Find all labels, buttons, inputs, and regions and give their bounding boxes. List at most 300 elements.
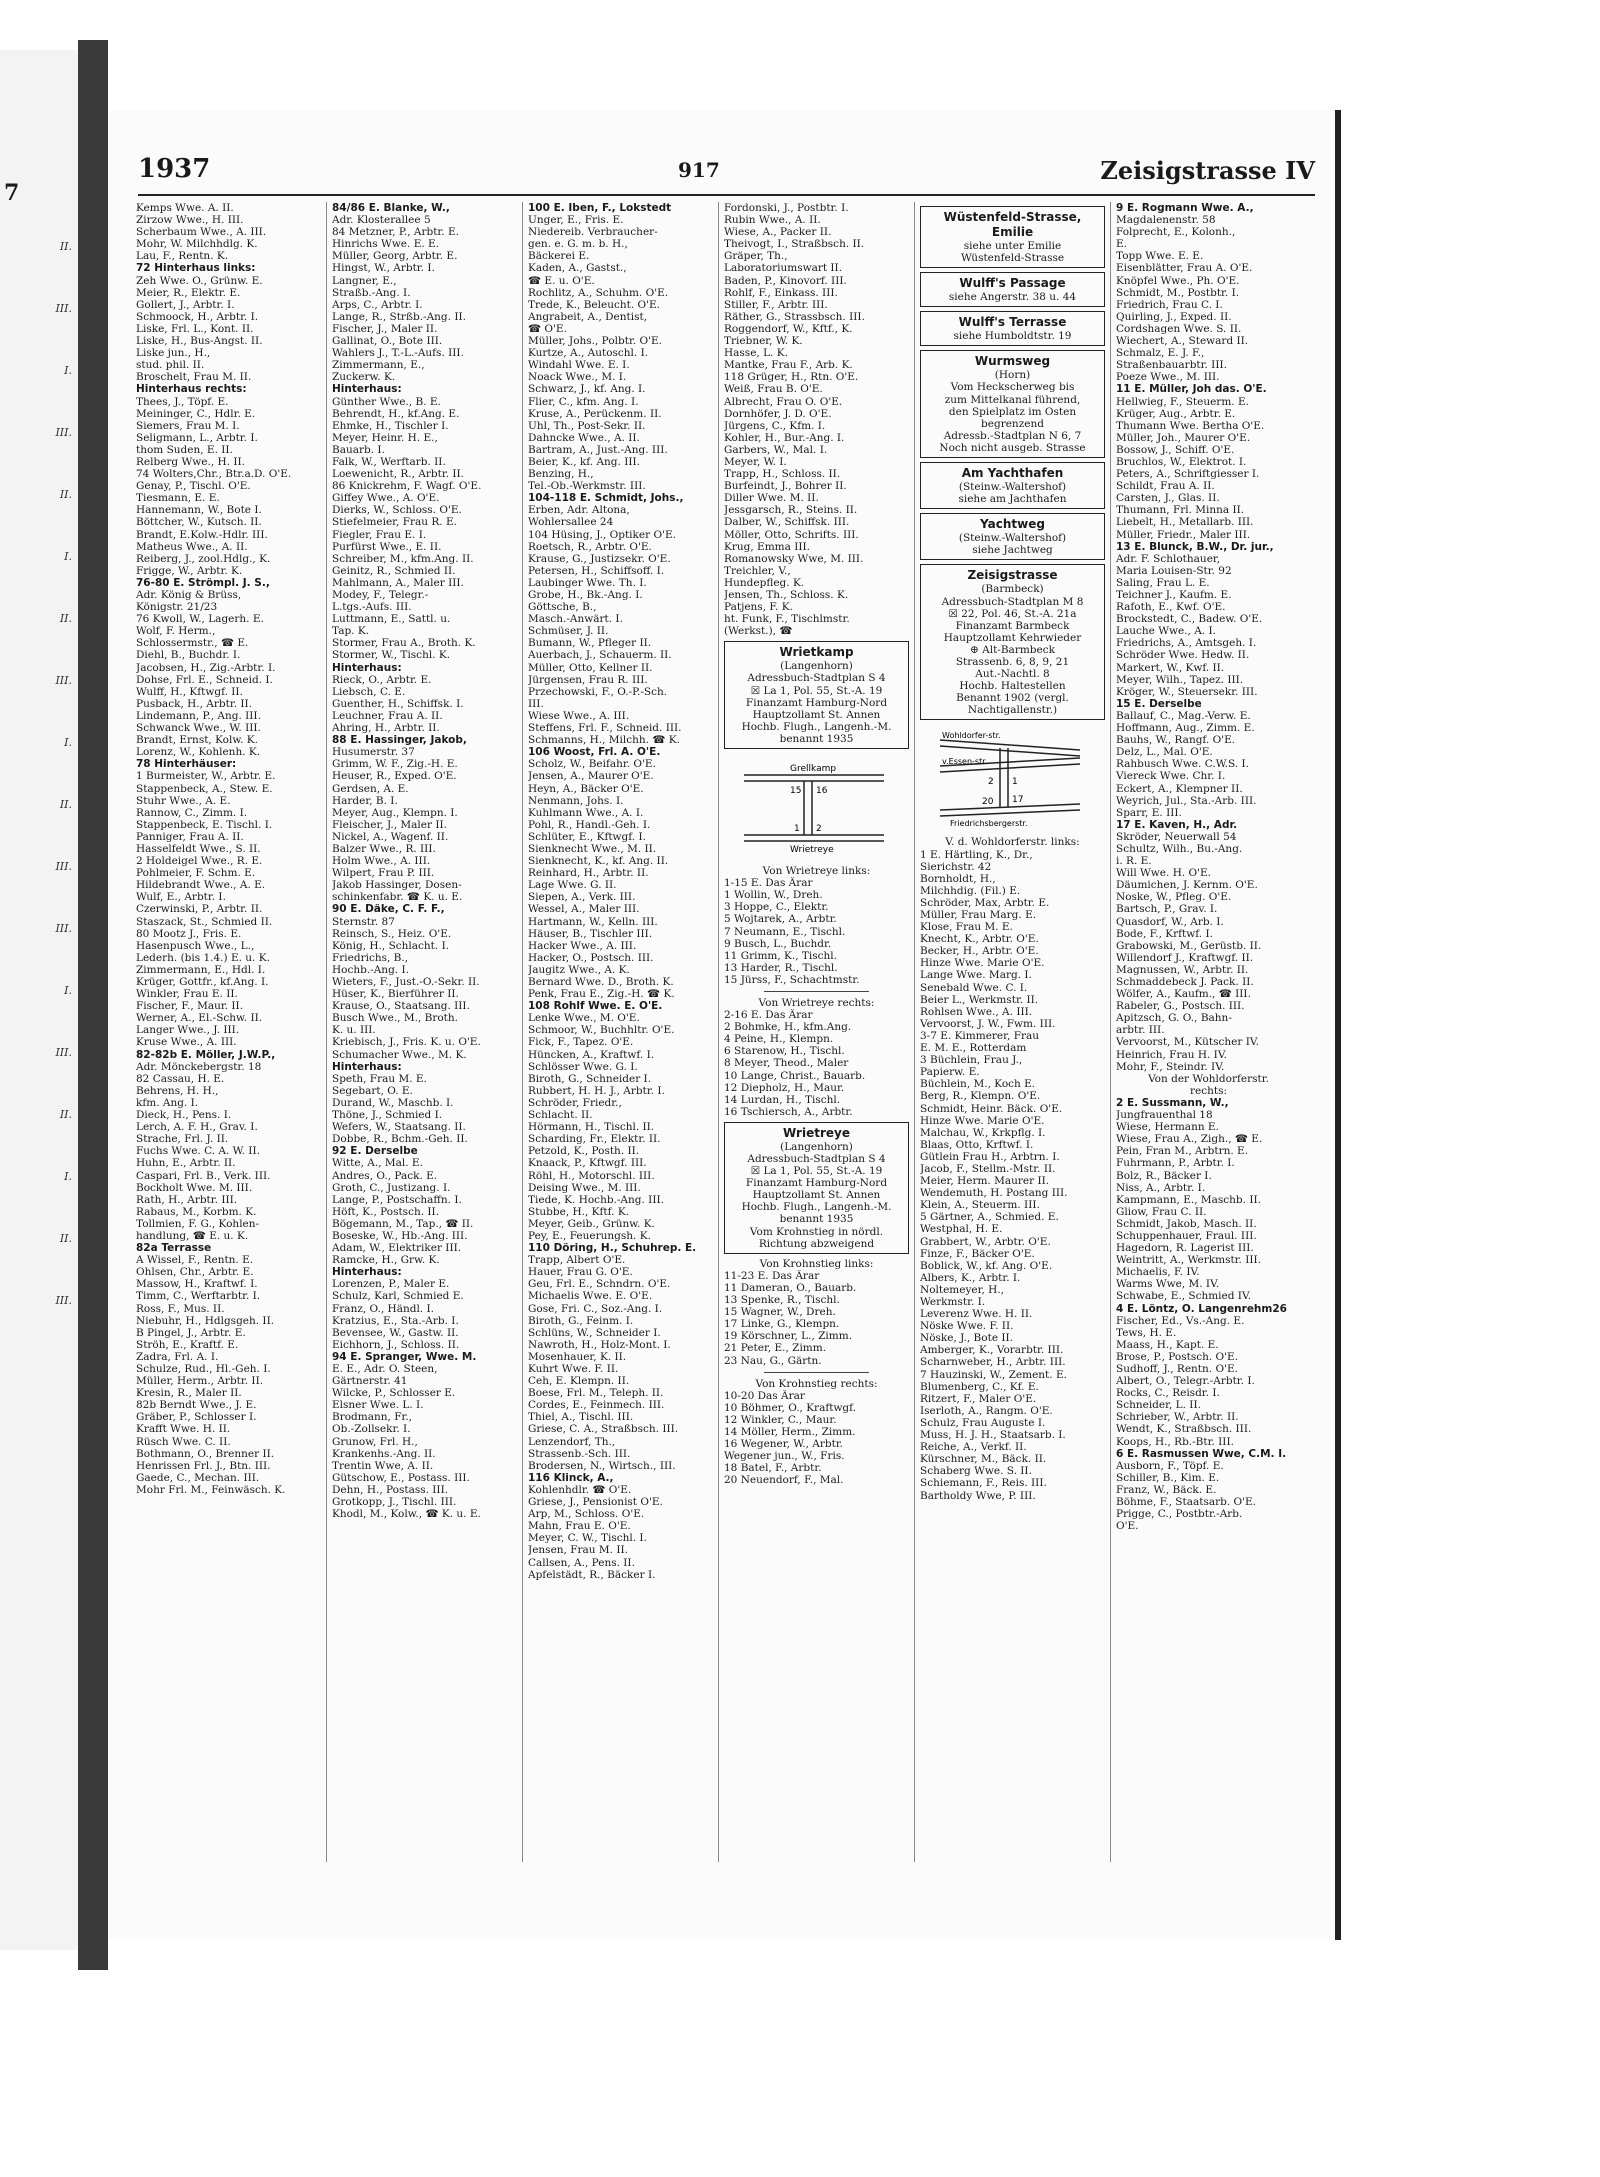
directory-entry: Mahn, Frau E. O'E. <box>528 1520 631 1533</box>
directory-entry: gen. e. G. m. b. H., <box>528 238 628 251</box>
directory-entry: Will Wwe. H. O'E. <box>1116 867 1212 880</box>
directory-entry: Guenther, H., Schiffsk. I. <box>332 697 464 710</box>
directory-entry: Sudhoff, J., Rentn. O'E. <box>1116 1363 1238 1375</box>
directory-entry: Jacobsen, H., Zig.-Arbtr. I. <box>136 661 276 674</box>
directory-entry: Gollert, J., Arbtr. I. <box>136 298 235 311</box>
directory-entry: Niebuhr, H., Hdlgsgeh. II. <box>136 1314 275 1327</box>
directory-entry: Klose, Frau M. E. <box>920 921 1013 934</box>
directory-entry: Vervoorst, M., Kütscher IV. <box>1116 1036 1259 1049</box>
directory-entry: Hasselfeldt Wwe., S. II. <box>136 842 261 855</box>
directory-entry: Siepen, A., Verk. III. <box>528 891 636 904</box>
directory-entry: Finanzamt Barmbeck <box>955 619 1070 632</box>
separator-line <box>764 991 869 992</box>
directory-entry: Siemers, Frau M. I. <box>136 419 240 432</box>
directory-entry: Fordonski, J., Postbtr. I. <box>724 202 849 214</box>
directory-entry: 20 Neuendorf, F., Mal. <box>724 1474 844 1487</box>
directory-entry: Schmoock, H., Arbtr. I. <box>136 310 259 323</box>
directory-entry: Kohlenhdlr. ☎ O'E. <box>528 1483 632 1496</box>
directory-entry: Straßb.-Ang. I. <box>332 286 411 299</box>
directory-entry: Rüsch Wwe. C. II. <box>136 1435 231 1448</box>
directory-entry: Hinrichs Wwe. E. E. <box>332 238 440 251</box>
directory-entry: Zimmermann, E., <box>332 359 425 372</box>
directory-entry: kfm. Ang. I. <box>136 1096 199 1109</box>
entry-heading: 116 Klinck, A., <box>528 1471 614 1484</box>
directory-entry: Albrecht, Frau O. O'E. <box>724 395 843 408</box>
entry-heading: 9 E. Rogmann Wwe. A., <box>1116 202 1254 214</box>
directory-entry: Fuhrmann, P., Arbtr. I. <box>1116 1157 1235 1170</box>
street-title: Zeisigstrasse <box>967 568 1058 583</box>
directory-entry: Brockstedt, C., Badew. O'E. <box>1116 613 1263 626</box>
street-box-wrietkamp <box>724 641 909 749</box>
directory-entry: Hannemann, W., Bote I. <box>136 504 262 517</box>
directory-entry: König, H., Schlacht. I. <box>332 939 450 952</box>
directory-entry: Wendt, K., Straßbsch. III. <box>1116 1423 1252 1436</box>
directory-entry: Sienknecht, K., kf. Ang. II. <box>528 855 669 868</box>
directory-entry: Trapp, Albert O'E. <box>528 1254 626 1267</box>
entry-heading: 82-82b E. Möller, J.W.P., <box>136 1048 276 1061</box>
directory-entry: Müller, Otto, Kellner II. <box>528 661 653 674</box>
directory-entry: handlung, ☎ E. u. K. <box>136 1229 249 1242</box>
directory-entry: Meier, Herm. Maurer II. <box>920 1175 1050 1188</box>
directory-entry: Groth, C., Justizang. I. <box>332 1181 451 1194</box>
map-number: 17 <box>1012 795 1024 806</box>
directory-entry: Grotkopp, J., Tischl. III. <box>332 1496 457 1509</box>
directory-entry: Prigge, C., Postbtr.-Arb. <box>1116 1508 1243 1521</box>
directory-entry: Büchlein, M., Koch E. <box>920 1078 1036 1091</box>
directory-entry: Jensen, A., Maurer O'E. <box>528 770 654 783</box>
directory-entry: Krüger, Gottfr., kf.Ang. I. <box>136 976 269 988</box>
directory-entry: Schwarz, J., kf. Ang. I. <box>528 383 646 396</box>
directory-entry: Schmidt, M., Postbtr. I. <box>1116 286 1240 299</box>
directory-entry: Krafft Wwe. H. II. <box>136 1423 231 1436</box>
directory-entry: Dalber, W., Schiffsk. III. <box>724 516 850 529</box>
entry-heading: Hinterhaus: <box>332 1060 402 1073</box>
directory-entry: 2 Bohmke, H., kfm.Ang. <box>724 1021 852 1034</box>
directory-entry: Bevensee, W., Gastw. II. <box>332 1326 459 1339</box>
directory-entry: Adressbuch-Stadtplan M 8 <box>941 595 1084 608</box>
directory-entry: Markert, W., Kwf. II. <box>1116 661 1225 674</box>
directory-entry: Folprecht, E., Kolonh., <box>1116 226 1236 239</box>
street-title: Am Yachthafen <box>961 466 1064 481</box>
directory-entry: Däumichen, J. Kernm. O'E. <box>1116 879 1258 892</box>
directory-entry: Liske, Frl. L., Kont. II. <box>136 322 254 335</box>
directory-entry: Scharnweber, H., Arbtr. III. <box>920 1356 1066 1369</box>
directory-entry: 2-16 E. Das Ärar <box>724 1009 813 1022</box>
directory-entry: Behrens, H. H., <box>136 1084 219 1097</box>
directory-entry: Burfeindt, J., Bohrer II. <box>724 480 847 493</box>
directory-entry: Schultz, Wilh., Bu.-Ang. <box>1116 842 1243 855</box>
directory-entry: Strassenb.-Sch. III. <box>528 1447 631 1460</box>
directory-entry: Lorenz, W., Kohlenh. K. <box>136 746 261 759</box>
directory-entry: Friedrichs, A., Amtsgeh. I. <box>1116 637 1257 650</box>
directory-entry: Pohl, R., Handl.-Geh. I. <box>528 818 651 831</box>
column-divider <box>914 202 915 1862</box>
directory-entry: Sparr, E. III. <box>1116 806 1182 819</box>
directory-entry: Biroth, G., Schneider I. <box>528 1072 652 1085</box>
directory-entry: Lerch, A. F. H., Grav. I. <box>136 1121 258 1134</box>
entry-heading: Hinterhaus: <box>332 1266 402 1279</box>
directory-entry: Schlacht. II. <box>528 1109 593 1122</box>
directory-entry: Tiede, K. Hochb.-Ang. III. <box>528 1193 664 1206</box>
entry-heading: 88 E. Hassinger, Jakob, <box>332 734 467 747</box>
directory-entry: Röhl, H., Motorschl. III. <box>528 1169 655 1182</box>
street-title: Wrietkamp <box>779 645 854 660</box>
directory-entry: Stappenbeck, E. Tischl. I. <box>136 818 273 831</box>
street-title: Wulff's Terrasse <box>958 315 1067 330</box>
street-box <box>920 311 1105 346</box>
directory-entry: Heuser, R., Exped. O'E. <box>332 770 457 783</box>
directory-entry: Scholz, W., Beifahr. O'E. <box>528 758 656 771</box>
directory-entry: Blumenberg, C., Kf. E. <box>920 1380 1039 1393</box>
directory-entry: Ob.-Zollsekr. I. <box>332 1423 411 1436</box>
directory-entry: Hochb. Flugh., Langenh.-M. <box>741 1201 892 1214</box>
directory-entry: Reiche, A., Verkf. II. <box>920 1441 1027 1454</box>
directory-entry: (Langenhorn) <box>780 1140 853 1153</box>
directory-entry: Rahbusch Wwe. C.W.S. I. <box>1116 758 1249 771</box>
directory-entry: Hacker, O., Postsch. III. <box>528 951 654 964</box>
directory-entry: 17 Linke, G., Klempn. <box>724 1318 840 1331</box>
directory-entry: Leverenz Wwe. H. II. <box>920 1308 1033 1321</box>
directory-entry: Boblick, W., kf. Ang. O'E. <box>920 1259 1053 1272</box>
directory-entry: Schmaddebeck J. Pack. II. <box>1116 976 1254 988</box>
directory-entry: Zeh Wwe. O., Grünw. E. <box>136 274 263 287</box>
directory-entry: Ritzert, F., Maler O'E. <box>920 1392 1037 1405</box>
directory-entry: Zuckerw. K. <box>332 371 396 384</box>
directory-entry: Maass, H., Kapt. E. <box>1116 1338 1219 1351</box>
directory-entry: 3 Hoppe, C., Elektr. <box>724 901 829 914</box>
directory-entry: Gütschow, E., Postass. III. <box>332 1471 470 1484</box>
directory-entry: Schmidt, Jakob, Masch. II. <box>1116 1217 1257 1230</box>
directory-entry: Rabeler, G., Postsch. III. <box>1116 1000 1245 1013</box>
directory-entry: Wegener jun., W., Fris. <box>724 1450 845 1463</box>
directory-entry: 82 Cassau, H. E. <box>136 1072 225 1085</box>
directory-entry: Mosenhauer, K. II. <box>528 1350 627 1363</box>
directory-entry: Penk, Frau E., Zig.-H. ☎ K. <box>528 988 675 1001</box>
directory-entry: Schlüter, E., Kftwgf. I. <box>528 830 646 843</box>
directory-entry: Iserloth, A., Rangm. O'E. <box>920 1404 1053 1417</box>
directory-entry: Caspari, Frl. B., Verk. III. <box>136 1169 271 1182</box>
street-note: siehe Jachtweg <box>972 544 1053 557</box>
directory-entry: arbtr. III. <box>1116 1024 1165 1037</box>
directory-entry: Schumacher Wwe., M. K. <box>332 1048 467 1061</box>
directory-entry: Nachtigallenstr.) <box>967 704 1058 717</box>
directory-entry: Pusback, H., Arbtr. II. <box>136 697 253 710</box>
directory-entry: Adressbuch-Stadtplan S 4 <box>747 1153 886 1165</box>
directory-entry: Lederh. (bis 1.4.) E. u. K. <box>136 951 270 964</box>
directory-entry: Relberg Wwe., H. II. <box>136 455 245 468</box>
directory-entry: Lange, P., Postschaffn. I. <box>332 1193 462 1206</box>
directory-entry: Liebelt, H., Metallarb. III. <box>1116 516 1254 529</box>
directory-entry: Friedrichs, B., <box>332 951 409 964</box>
directory-entry: Czerwinski, P., Arbtr. II. <box>136 903 263 916</box>
directory-entry: Bernard Wwe. D., Broth. K. <box>528 976 674 988</box>
directory-entry: Romanowsky Wwe, M. III. <box>724 552 864 565</box>
map-number: 2 <box>988 777 994 788</box>
directory-entry: Lenzendorf, Th., <box>528 1435 616 1448</box>
street-map-wrietkamp <box>734 755 894 859</box>
directory-entry: Schmanns, H., Milchh. ☎ K. <box>528 734 680 747</box>
entry-heading: Hinterhaus rechts: <box>136 383 247 396</box>
directory-entry: Günther Wwe., B. E. <box>332 395 441 408</box>
directory-entry: Tiesmann, E. E. <box>136 492 220 505</box>
directory-entry: Meier, R., Elektr. E. <box>136 286 241 299</box>
directory-entry: Holm Wwe., A. III. <box>332 855 431 868</box>
directory-entry: Wulff, H., Kftwgf. II. <box>136 685 243 698</box>
directory-entry: Wilcke, P., Schlosser E. <box>332 1387 456 1400</box>
directory-entry: Meyer, Heinr. H. E., <box>332 431 438 444</box>
directory-entry: Papierw. E. <box>920 1066 980 1079</box>
map-number: 20 <box>982 797 994 808</box>
directory-entry: Werkmstr. I. <box>920 1296 986 1308</box>
directory-entry: Meyer, Aug., Klempn. I. <box>332 806 458 819</box>
directory-entry: Häuser, B., Tischler III. <box>528 927 653 940</box>
entry-heading: 94 E. Spranger, Wwe. M. <box>332 1350 477 1363</box>
directory-entry: K. u. III. <box>332 1024 376 1037</box>
directory-entry: Schulz, Karl, Schmied E. <box>332 1290 464 1303</box>
directory-entry: Roetsch, R., Arbtr. O'E. <box>528 540 652 553</box>
map-street-top: Grellkamp <box>790 764 837 775</box>
directory-entry: Uhl, Th., Post-Sekr. II. <box>528 419 646 432</box>
entry-heading: 100 E. Iben, F., Lokstedt <box>528 202 672 214</box>
directory-entry: Lauche Wwe., A. I. <box>1116 625 1216 638</box>
directory-entry: 10-20 Das Ärar <box>724 1389 805 1402</box>
directory-entry: 12 Diepholz, H., Maur. <box>724 1081 845 1094</box>
directory-entry: Mohr, F., Steindr. IV. <box>1116 1060 1225 1073</box>
map-number: 15 <box>790 786 802 797</box>
entry-heading: 90 E. Däke, C. F. F., <box>332 903 445 916</box>
directory-entry: Ehmke, H., Tischler I. <box>332 419 449 432</box>
left-page-line: II. <box>59 1108 72 1121</box>
directory-entry: Liebsch, C. E. <box>332 685 406 698</box>
directory-entry: Jürgensen, Frau R. III. <box>528 673 648 686</box>
directory-entry: Wohlersallee 24 <box>528 516 614 529</box>
street-note: siehe Humboldtstr. 19 <box>953 330 1072 343</box>
directory-entry: Jungfrauenthal 18 <box>1116 1109 1213 1122</box>
map-number: 16 <box>816 786 828 797</box>
directory-entry: Wilpert, Frau P. III. <box>332 867 435 880</box>
directory-entry: Huhn, E., Arbtr. II. <box>136 1157 236 1170</box>
directory-entry: Hauptzollamt Kehrwieder <box>943 631 1082 644</box>
directory-entry: Wiechert, A., Steward II. <box>1116 335 1249 348</box>
directory-entry: Bartram, A., Just.-Ang. III. <box>528 443 668 456</box>
directory-entry: Apitzsch, G. O., Bahn- <box>1116 1012 1232 1025</box>
directory-entry: Gliow, Frau C. II. <box>1116 1205 1207 1218</box>
directory-entry: Trapp, H., Schloss. II. <box>724 468 841 481</box>
directory-entry: Segebart, O. E. <box>332 1084 413 1097</box>
directory-entry: Trentin Wwe, A. II. <box>332 1459 434 1472</box>
directory-entry: Finze, F., Bäcker O'E. <box>920 1247 1035 1260</box>
directory-entry: Poeze Wwe., M. III. <box>1116 371 1220 384</box>
directory-entry: Jaugitz Wwe., A. K. <box>528 963 630 976</box>
directory-entry: Thumann Wwe. Bertha O'E. <box>1116 419 1265 432</box>
directory-entry: 14 Möller, Herm., Zimm. <box>724 1425 856 1438</box>
directory-entry: Eisenblätter, Frau A. O'E. <box>1116 262 1253 275</box>
directory-entry: Becker, H., Arbtr. O'E. <box>920 945 1039 958</box>
directory-entry: Räther, G., Strassbsch. III. <box>724 310 865 323</box>
directory-entry: 82b Berndt Wwe., J. E. <box>136 1399 257 1412</box>
directory-entry: Geu, Frl. E., Schndrn. O'E. <box>528 1278 671 1291</box>
directory-entry: i. R. E. <box>1116 855 1152 868</box>
directory-entry: Königstr. 21/23 <box>136 601 218 614</box>
directory-entry: Brose, P., Postsch. O'E. <box>1116 1350 1239 1363</box>
directory-entry: Schmoor, W., Buchhltr. O'E. <box>528 1024 675 1037</box>
directory-entry: 80 Mootz J., Fris. E. <box>136 927 242 940</box>
directory-entry: Noack Wwe., M. I. <box>528 371 627 384</box>
directory-entry: Bumann, W., Pfleger II. <box>528 637 652 650</box>
directory-entry: Brandt, E.Kolw.-Hdlr. III. <box>136 528 268 541</box>
directory-entry: Kampmann, E., Maschb. II. <box>1116 1193 1261 1206</box>
directory-entry: Hauer, Frau G. O'E. <box>528 1266 633 1279</box>
directory-entry: Hochb.-Ang. I. <box>332 963 409 976</box>
directory-entry: 10 Böhmer, O., Kraftwgf. <box>724 1401 857 1414</box>
directory-entry: Schulz, Frau Auguste I. <box>920 1416 1046 1429</box>
directory-entry: Weintritt, A., Werkmstr. III. <box>1116 1254 1261 1267</box>
street-map-zeisigstrasse <box>930 726 1090 830</box>
directory-entry: Bolz, R., Bäcker I. <box>1116 1169 1212 1182</box>
directory-entry: Stubbe, H., Kftf. K. <box>528 1205 629 1218</box>
directory-entry: benannt 1935 <box>779 1213 854 1226</box>
directory-entry: Müller, Friedr., Maler III. <box>1116 528 1251 541</box>
section-heading: Von der Wohldorferstr. <box>1148 1072 1269 1085</box>
directory-entry: Ross, F., Mus. II. <box>136 1302 225 1315</box>
directory-entry: III. <box>528 697 544 710</box>
directory-entry: Bothmann, O., Brenner II. <box>136 1447 275 1460</box>
directory-entry: Andres, O., Pack. E. <box>332 1169 438 1182</box>
directory-entry: Pey, E., Feuerungsh. K. <box>528 1229 651 1242</box>
directory-entry: Schuppenhauer, Fraul. III. <box>1116 1229 1257 1242</box>
directory-entry: Griese, J., Pensionist O'E. <box>528 1496 663 1509</box>
directory-entry: Warms Wwe, M. IV. <box>1116 1278 1220 1291</box>
directory-entry: Boseske, W., Hb.-Ang. III. <box>332 1229 468 1242</box>
directory-entry: ☒ La 1, Pol. 55, St.-A. 19 <box>750 684 883 697</box>
directory-entry: Hasenpusch Wwe., L., <box>136 939 255 952</box>
directory-entry: 1-15 E. Das Ärar <box>724 877 813 890</box>
directory-entry: ☒ La 1, Pol. 55, St.-A. 19 <box>750 1165 883 1178</box>
directory-entry: Wölfer, A., Kaufm., ☎ III. <box>1116 988 1251 1001</box>
column-divider <box>326 202 327 1862</box>
page-year: 1937 <box>138 154 211 184</box>
directory-entry: Rannow, C., Zimm. I. <box>136 806 248 819</box>
directory-entry: Schwabe, E., Schmied IV. <box>1116 1290 1252 1303</box>
directory-entry: Schröder, Friedr., <box>528 1096 622 1109</box>
directory-entry: 1 E. Härtling, K., Dr., <box>920 848 1033 861</box>
directory-entry: Steffens, Frl. F., Schneid. III. <box>528 722 682 735</box>
directory-entry: Massow, H., Kraftwf. I. <box>136 1278 258 1291</box>
column-divider <box>718 202 719 1862</box>
directory-entry: Witte, A., Mal. E. <box>332 1157 423 1170</box>
column-1 <box>136 202 321 1496</box>
directory-entry: 7 Hauzinski, W., Zement. E. <box>920 1368 1067 1381</box>
directory-entry: Reinhard, H., Arbtr. II. <box>528 867 649 880</box>
entry-heading: 15 E. Derselbe <box>1116 697 1202 710</box>
entry-heading: 11 E. Müller, Joh das. O'E. <box>1116 383 1267 396</box>
map-number: 2 <box>816 824 822 835</box>
directory-entry: E. <box>1116 238 1128 251</box>
directory-entry: Grobe, H., Bk.-Ang. I. <box>528 589 643 601</box>
directory-entry: Albers, K., Arbtr. I. <box>920 1271 1021 1284</box>
directory-entry: Niedereib. Verbraucher- <box>528 226 658 239</box>
directory-entry: Dobbe, R., Bchm.-Geh. II. <box>332 1133 468 1146</box>
directory-entry: 76 Kwoll, W., Lagerh. E. <box>136 613 264 626</box>
street-note: Vom Heckscherweg bis <box>950 381 1075 394</box>
street-box-zeisigstrasse <box>920 564 1105 720</box>
directory-entry: Treichler, V., <box>724 564 791 577</box>
directory-entry: thom Suden, E. II. <box>136 443 233 456</box>
directory-entry: Peters, A., Schriftgiesser I. <box>1116 468 1260 481</box>
directory-entry: Sternstr. 87 <box>332 915 395 928</box>
directory-entry: Fischer, J., Maler II. <box>332 322 438 335</box>
entry-heading: 106 Woost, Frl. A. O'E. <box>528 746 661 759</box>
column-5 <box>920 202 1105 1502</box>
directory-entry: Noske, W., Pfleg. O'E. <box>1116 891 1232 904</box>
directory-entry: Muss, H. J. H., Staatsarb. I. <box>920 1429 1066 1442</box>
directory-entry: Wefers, W., Staatsang. II. <box>332 1121 466 1134</box>
directory-entry: Jensen, Frau M. II. <box>528 1544 628 1557</box>
directory-entry: Cordshagen Wwe. S. II. <box>1116 322 1242 335</box>
section-heading: Von Wrietreye rechts: <box>758 996 875 1009</box>
directory-entry: Magnussen, W., Arbtr. II. <box>1116 963 1249 976</box>
directory-entry: Purfürst Wwe., E. II. <box>332 540 442 553</box>
directory-entry: Schneider, L. II. <box>1116 1399 1201 1412</box>
directory-entry: Kurtze, A., Autoschl. I. <box>528 347 649 360</box>
street-note: den Spielplatz im Osten <box>948 405 1077 418</box>
directory-entry: Meyer, C. W., Tischl. I. <box>528 1532 647 1545</box>
directory-entry: Adr. Klosterallee 5 <box>332 214 431 227</box>
directory-entry: Griese, C. A., Straßbsch. III. <box>528 1423 679 1436</box>
directory-entry: A Wissel, F., Rentn. E. <box>136 1254 254 1267</box>
directory-entry: Michaelis Wwe. E. O'E. <box>528 1290 653 1303</box>
directory-entry: Schreiber, M., kfm.Ang. II. <box>332 552 474 565</box>
map-number: 1 <box>1012 777 1018 788</box>
directory-entry: Müller, Herm., Arbtr. II. <box>136 1375 264 1388</box>
directory-entry: Schrieber, W., Arbtr. II. <box>1116 1411 1239 1424</box>
directory-entry: Arp, M., Schloss. O'E. <box>528 1508 645 1521</box>
directory-entry: Schmalz, E. J. F., <box>1116 347 1205 360</box>
directory-entry: Beier, K., kf. Ang. III. <box>528 455 640 468</box>
directory-entry: 23 Nau, G., Gärtn. <box>724 1354 822 1367</box>
directory-entry: Lange Wwe. Marg. I. <box>920 969 1032 982</box>
directory-entry: Gose, Fri. C., Soz.-Ang. I. <box>528 1302 663 1315</box>
directory-entry: Ohlsen, Chr., Arbtr. E. <box>136 1266 254 1279</box>
directory-entry: Panniger, Frau A. II. <box>136 830 244 843</box>
directory-entry: Gerdsen, A. E. <box>332 782 409 795</box>
directory-entry: Aut.-Nachtl. 8 <box>975 668 1050 681</box>
directory-entry: Kohler, H., Bur.-Ang. I. <box>724 431 845 444</box>
directory-entry: L.tgs.-Aufs. III. <box>332 601 412 614</box>
directory-entry: Matheus Wwe., A. II. <box>136 540 248 553</box>
street-note: (Horn) <box>994 369 1031 382</box>
directory-entry: Nöske, J., Bote II. <box>920 1332 1013 1345</box>
entry-heading: 92 E. Derselbe <box>332 1145 418 1158</box>
directory-entry: Rocks, C., Reisdr. I. <box>1116 1387 1220 1400</box>
separator-line <box>764 1372 869 1373</box>
directory-entry: Fiegler, Frau E. I. <box>332 528 427 541</box>
book-gutter <box>78 40 108 1970</box>
directory-entry: Triebner, W. K. <box>724 335 803 348</box>
directory-entry: 5 Gärtner, A., Schmied. E. <box>920 1211 1059 1224</box>
directory-entry: schinkenfabr. ☎ K. u. E. <box>332 891 463 904</box>
directory-entry: ☎ E. u. O'E. <box>528 274 595 287</box>
entry-heading: 78 Hinterhäuser: <box>136 758 237 771</box>
directory-entry: Schiemann, F., Reis. III. <box>920 1477 1047 1490</box>
directory-entry: Dehn, H., Postass. III. <box>332 1483 449 1496</box>
directory-entry: Broschelt, Frau M. II. <box>136 371 252 384</box>
directory-entry: Tollmien, F. G., Kohlen- <box>136 1217 260 1230</box>
directory-entry: Hingst, W., Arbtr. I. <box>332 262 435 275</box>
directory-entry: 16 Wegener, W., Arbtr. <box>724 1438 844 1451</box>
directory-entry: Michaelis, F. IV. <box>1116 1266 1200 1279</box>
directory-entry: Bornholdt, H., <box>920 872 996 885</box>
